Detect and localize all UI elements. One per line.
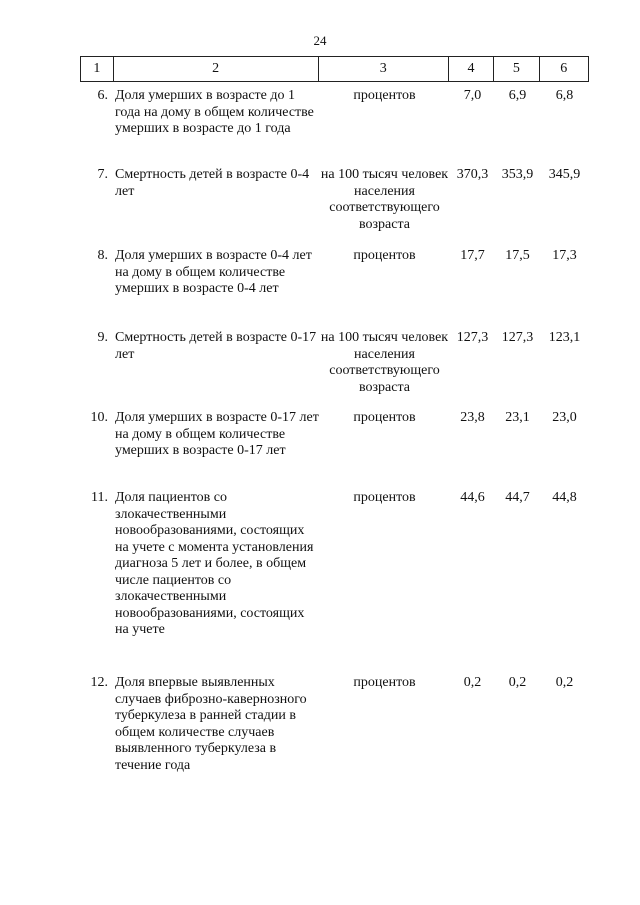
header-cell-4: 4 [448, 57, 493, 82]
unit: процентов [353, 88, 416, 103]
value-col-5: 127,3 [501, 330, 534, 345]
header-cell-3: 3 [318, 57, 448, 82]
unit: процентов [353, 490, 416, 505]
header-cell-6: 6 [539, 57, 588, 82]
row-number: 9. [97, 330, 108, 345]
value-col-4: 44,6 [460, 490, 485, 505]
unit: на 100 тысяч человек населения соответствующего возраста [320, 330, 449, 395]
header-cell-2: 2 [113, 57, 318, 82]
table-row [80, 410, 589, 460]
row-number: 8. [97, 248, 108, 263]
indicator-name: Смертность детей в возрасте 0-4 лет [115, 167, 310, 199]
value-col-6: 6,8 [555, 88, 574, 103]
indicator-name: Доля умерших в возрасте 0-4 лет на дому в общем количестве умерших в возрасте 0-4 лет [115, 248, 312, 296]
value-col-4: 23,8 [460, 410, 485, 425]
value-col-4: 7,0 [463, 88, 482, 103]
value-col-6: 123,1 [548, 330, 581, 345]
table-row [80, 88, 589, 138]
indicator-name: Доля умерших в возрасте до 1 года на дому в общем количестве умерших в возрасте до 1 года [115, 88, 314, 136]
table-row [80, 330, 589, 396]
value-col-5: 353,9 [501, 167, 534, 182]
value-col-6: 23,0 [552, 410, 577, 425]
table-row [80, 490, 589, 639]
unit: процентов [353, 410, 416, 425]
value-col-5: 44,7 [505, 490, 530, 505]
unit: на 100 тысяч человек населения соответствующего возраста [320, 167, 449, 232]
table-row [80, 167, 589, 233]
column-number-header [80, 56, 589, 82]
table-row [80, 675, 589, 774]
value-col-5: 6,9 [508, 88, 527, 103]
indicator-name: Смертность детей в возрасте 0-17 лет [115, 330, 317, 362]
value-col-6: 17,3 [552, 248, 577, 263]
unit: процентов [353, 675, 416, 690]
table-row [80, 248, 589, 298]
indicator-name: Доля пациентов со злокачественными новообразованиями, состоящих на учете с момента установления диагноза 5 лет и более, в общем числе пациентов со злокачественными новообразованиями, состоящих на учете [115, 490, 314, 637]
indicator-name: Доля умерших в возрасте 0-17 лет на дому в общем количестве умерших в возрасте 0-17 лет [115, 410, 319, 458]
header-row [81, 57, 589, 82]
row-number: 10. [90, 410, 108, 425]
value-col-5: 17,5 [505, 248, 530, 263]
row-number: 6. [97, 88, 108, 103]
value-col-6: 345,9 [548, 167, 581, 182]
unit: процентов [353, 248, 416, 263]
value-col-6: 0,2 [555, 675, 574, 690]
row-number: 11. [91, 490, 108, 505]
value-col-5: 0,2 [508, 675, 527, 690]
page-number: 24 [313, 33, 327, 48]
indicator-name: Доля впервые выявленных случаев фиброзно-кавернозного туберкулеза в ранней стадии в общем количестве случаев выявленного туберкулеза в течение года [115, 675, 307, 773]
value-col-4: 17,7 [460, 248, 485, 263]
row-number: 7. [97, 167, 108, 182]
value-col-4: 0,2 [463, 675, 482, 690]
row-number: 12. [90, 675, 108, 690]
value-col-6: 44,8 [552, 490, 577, 505]
header-cell-1: 1 [81, 57, 114, 82]
value-col-5: 23,1 [505, 410, 530, 425]
value-col-4: 370,3 [456, 167, 489, 182]
header-cell-5: 5 [494, 57, 539, 82]
value-col-4: 127,3 [456, 330, 489, 345]
